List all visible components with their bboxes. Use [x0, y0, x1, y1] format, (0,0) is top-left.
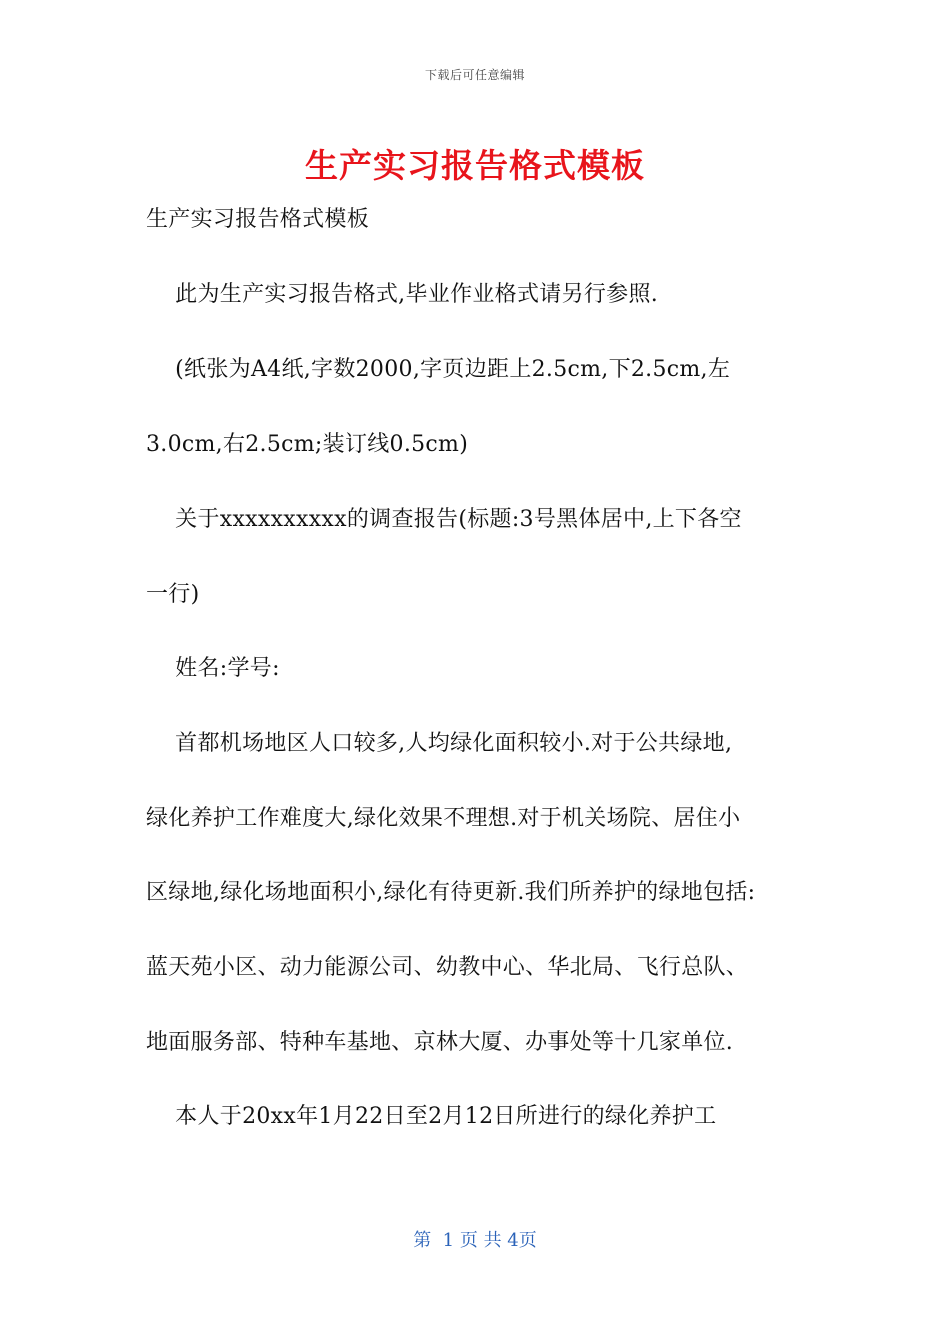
body-line: 区绿地,绿化场地面积小,绿化有待更新.我们所养护的绿地包括: [146, 880, 756, 905]
body-line: (纸张为A4纸,字数2000,字页边距上2.5cm,下2.5cm,左 [146, 357, 731, 382]
body-line: 此为生产实习报告格式,毕业作业格式请另行参照. [146, 282, 659, 307]
body-line: 地面服务部、特种车基地、京林大厦、办事处等十几家单位. [146, 1030, 734, 1055]
body-line: 姓名:学号: [146, 656, 280, 681]
body-line: 生产实习报告格式模板 [146, 207, 370, 232]
body-line: 首都机场地区人口较多,人均绿化面积较小.对于公共绿地, [146, 731, 733, 756]
body-line: 本人于20xx年1月22日至2月12日所进行的绿化养护工 [146, 1104, 717, 1129]
document-title: 生产实习报告格式模板 [305, 146, 645, 185]
body-line: 关于xxxxxxxxxx的调查报告(标题:3号黑体居中,上下各空 [146, 507, 742, 532]
body-line: 蓝天苑小区、动力能源公司、幼教中心、华北局、飞行总队、 [146, 955, 749, 980]
body-line: 绿化养护工作难度大,绿化效果不理想.对于机关场院、居住小 [146, 806, 741, 831]
header-note: 下载后可任意编辑 [424, 68, 525, 82]
page-number: 第 1 页 共 4页 [413, 1230, 537, 1251]
body-line: 一行) [146, 582, 200, 607]
body-line: 3.0cm,右2.5cm;装订线0.5cm) [146, 432, 469, 457]
